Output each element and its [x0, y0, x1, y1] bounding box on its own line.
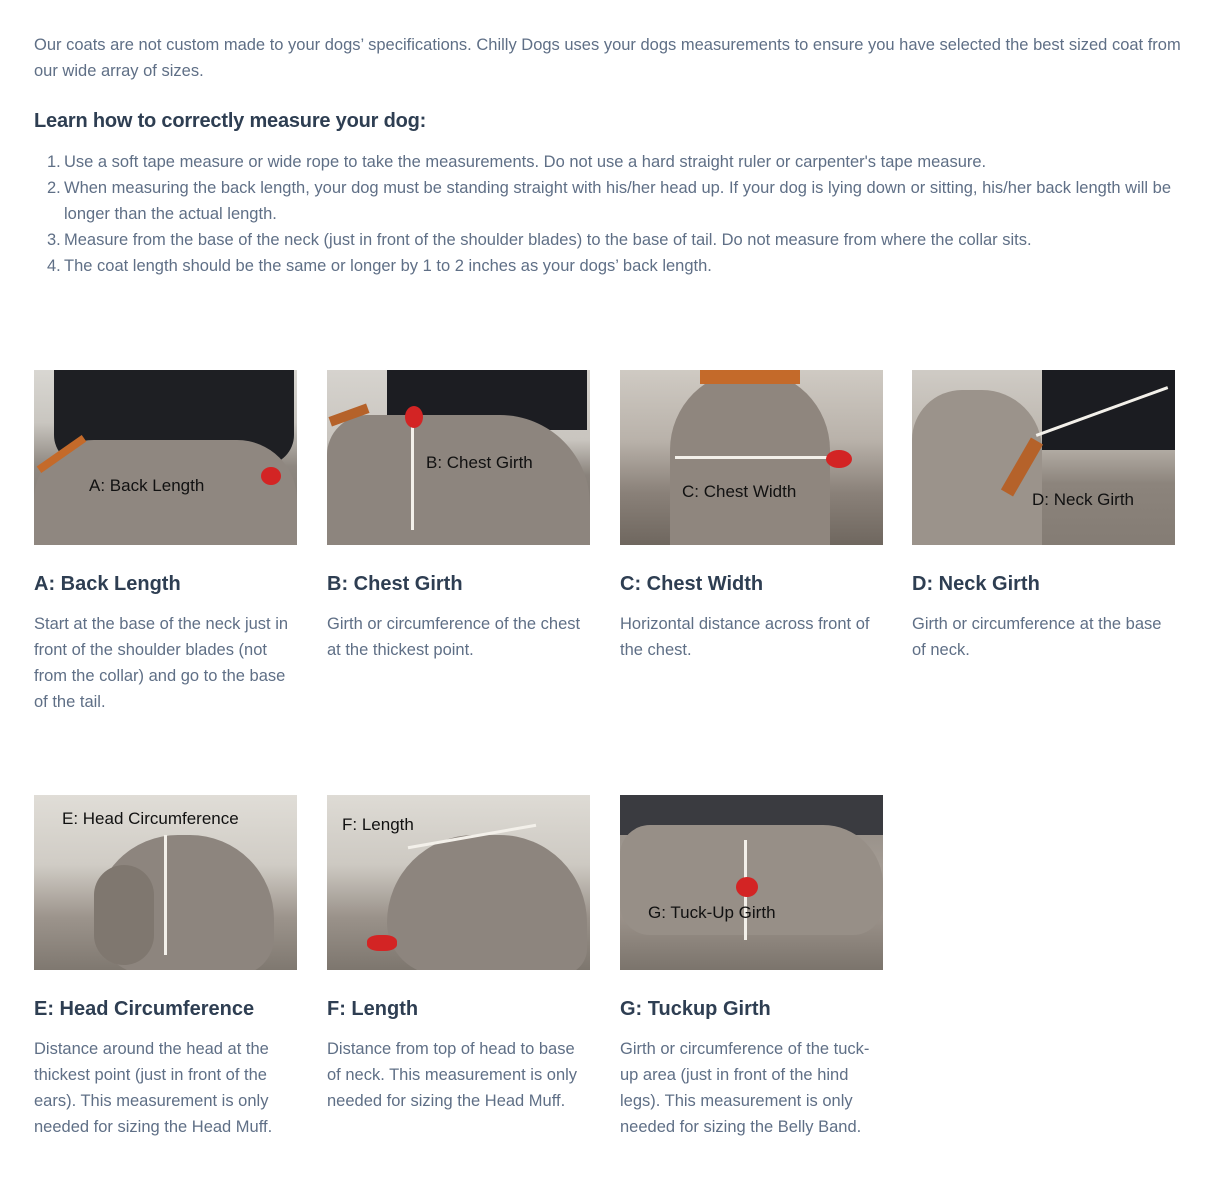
chest-width-photo — [620, 370, 883, 545]
tuckup-girth-photo — [620, 795, 883, 970]
back-length-description: Start at the base of the neck just in front of the shoulder blades (not from the collar) and go to the base of the tail. — [34, 615, 289, 711]
length-photo — [327, 795, 590, 970]
neck-girth-description: Girth or circumference at the base of neck. — [912, 615, 1162, 659]
head-circumference-photo — [34, 795, 297, 970]
chest-girth-description: Girth or circumference of the chest at the thickest point. — [327, 615, 581, 659]
step-item: 2. When measuring the back length, your dog must be standing straight with his/her head up. If your dog is lying down or sitting, his/her back length will be longer than the actual length. — [47, 179, 1172, 223]
neck-girth-title: D: Neck Girth — [912, 573, 1040, 595]
chest-girth-photo-label: B: Chest Girth — [426, 453, 533, 472]
head-circumference-description: Distance around the head at the thickest point (just in front of the ears). This measurement is only needed for sizing the Head Muff. — [34, 1040, 273, 1136]
back-length-title: A: Back Length — [34, 573, 181, 595]
neck-girth-photo — [912, 370, 1175, 545]
measurement-card-head-circumference — [34, 795, 297, 1136]
chest-girth-title: B: Chest Girth — [327, 573, 463, 595]
measurement-card-chest-girth — [327, 370, 590, 659]
step-item: 3. Measure from the base of the neck (just in front of the shoulder blades) to the base of tail. Do not measure from where the collar sits. — [47, 231, 1032, 249]
chest-girth-photo — [327, 370, 590, 545]
step-text: Use a soft tape measure or wide rope to take the measurements. Do not use a hard straight ruler or carpenter's tape measure. — [64, 153, 987, 171]
tuckup-girth-photo-label: G: Tuck-Up Girth — [648, 903, 776, 922]
measurement-card-length — [327, 795, 590, 1110]
chest-width-photo-label: C: Chest Width — [682, 482, 797, 501]
head-circumference-title: E: Head Circumference — [34, 998, 255, 1020]
back-length-photo-label: A: Back Length — [89, 476, 205, 495]
chest-width-description: Horizontal distance across front of the chest. — [620, 615, 870, 659]
length-photo-label: F: Length — [342, 815, 414, 834]
measurement-card-chest-width — [620, 370, 883, 659]
step-text: Measure from the base of the neck (just in front of the shoulder blades) to the base of tail. Do not measure from where the collar sits. — [64, 231, 1032, 249]
step-text: When measuring the back length, your dog must be standing straight with his/her head up. If your dog is lying down or sitting, his/her back length will be longer than the actual length. — [64, 179, 1172, 223]
step-text: The coat length should be the same or longer by 1 to 2 inches as your dogs’ back length. — [64, 257, 712, 275]
head-circumference-photo-label: E: Head Circumference — [62, 809, 239, 828]
chest-width-title: C: Chest Width — [620, 573, 764, 595]
length-description: Distance from top of head to base of neck. This measurement is only needed for sizing the Head Muff. — [327, 1040, 578, 1110]
length-title: F: Length — [327, 998, 419, 1020]
step-item: 4. The coat length should be the same or longer by 1 to 2 inches as your dogs’ back length. — [47, 257, 712, 275]
measuring-steps-list — [47, 149, 1184, 279]
measurement-card-back-length — [34, 370, 297, 711]
howto-heading: Learn how to correctly measure your dog: — [34, 110, 427, 132]
tuckup-girth-description: Girth or circumference of the tuck-up area (just in front of the hind legs). This measurement is only needed for sizing the Belly Band. — [620, 1040, 870, 1136]
back-length-photo — [34, 370, 297, 545]
intro-text: Our coats are not custom made to your dogs’ specifications. Chilly Dogs uses your dogs measurements to ensure you have selected the best sized coat from our wide array of sizes. — [34, 36, 1181, 80]
neck-girth-photo-label: D: Neck Girth — [1032, 490, 1135, 509]
step-item: 1. Use a soft tape measure or wide rope to take the measurements. Do not use a hard straight ruler or carpenter's tape measure. — [47, 153, 987, 171]
measurement-card-tuckup-girth — [620, 795, 883, 1136]
tuckup-girth-title: G: Tuckup Girth — [620, 998, 771, 1020]
measurement-card-neck-girth — [912, 370, 1175, 659]
